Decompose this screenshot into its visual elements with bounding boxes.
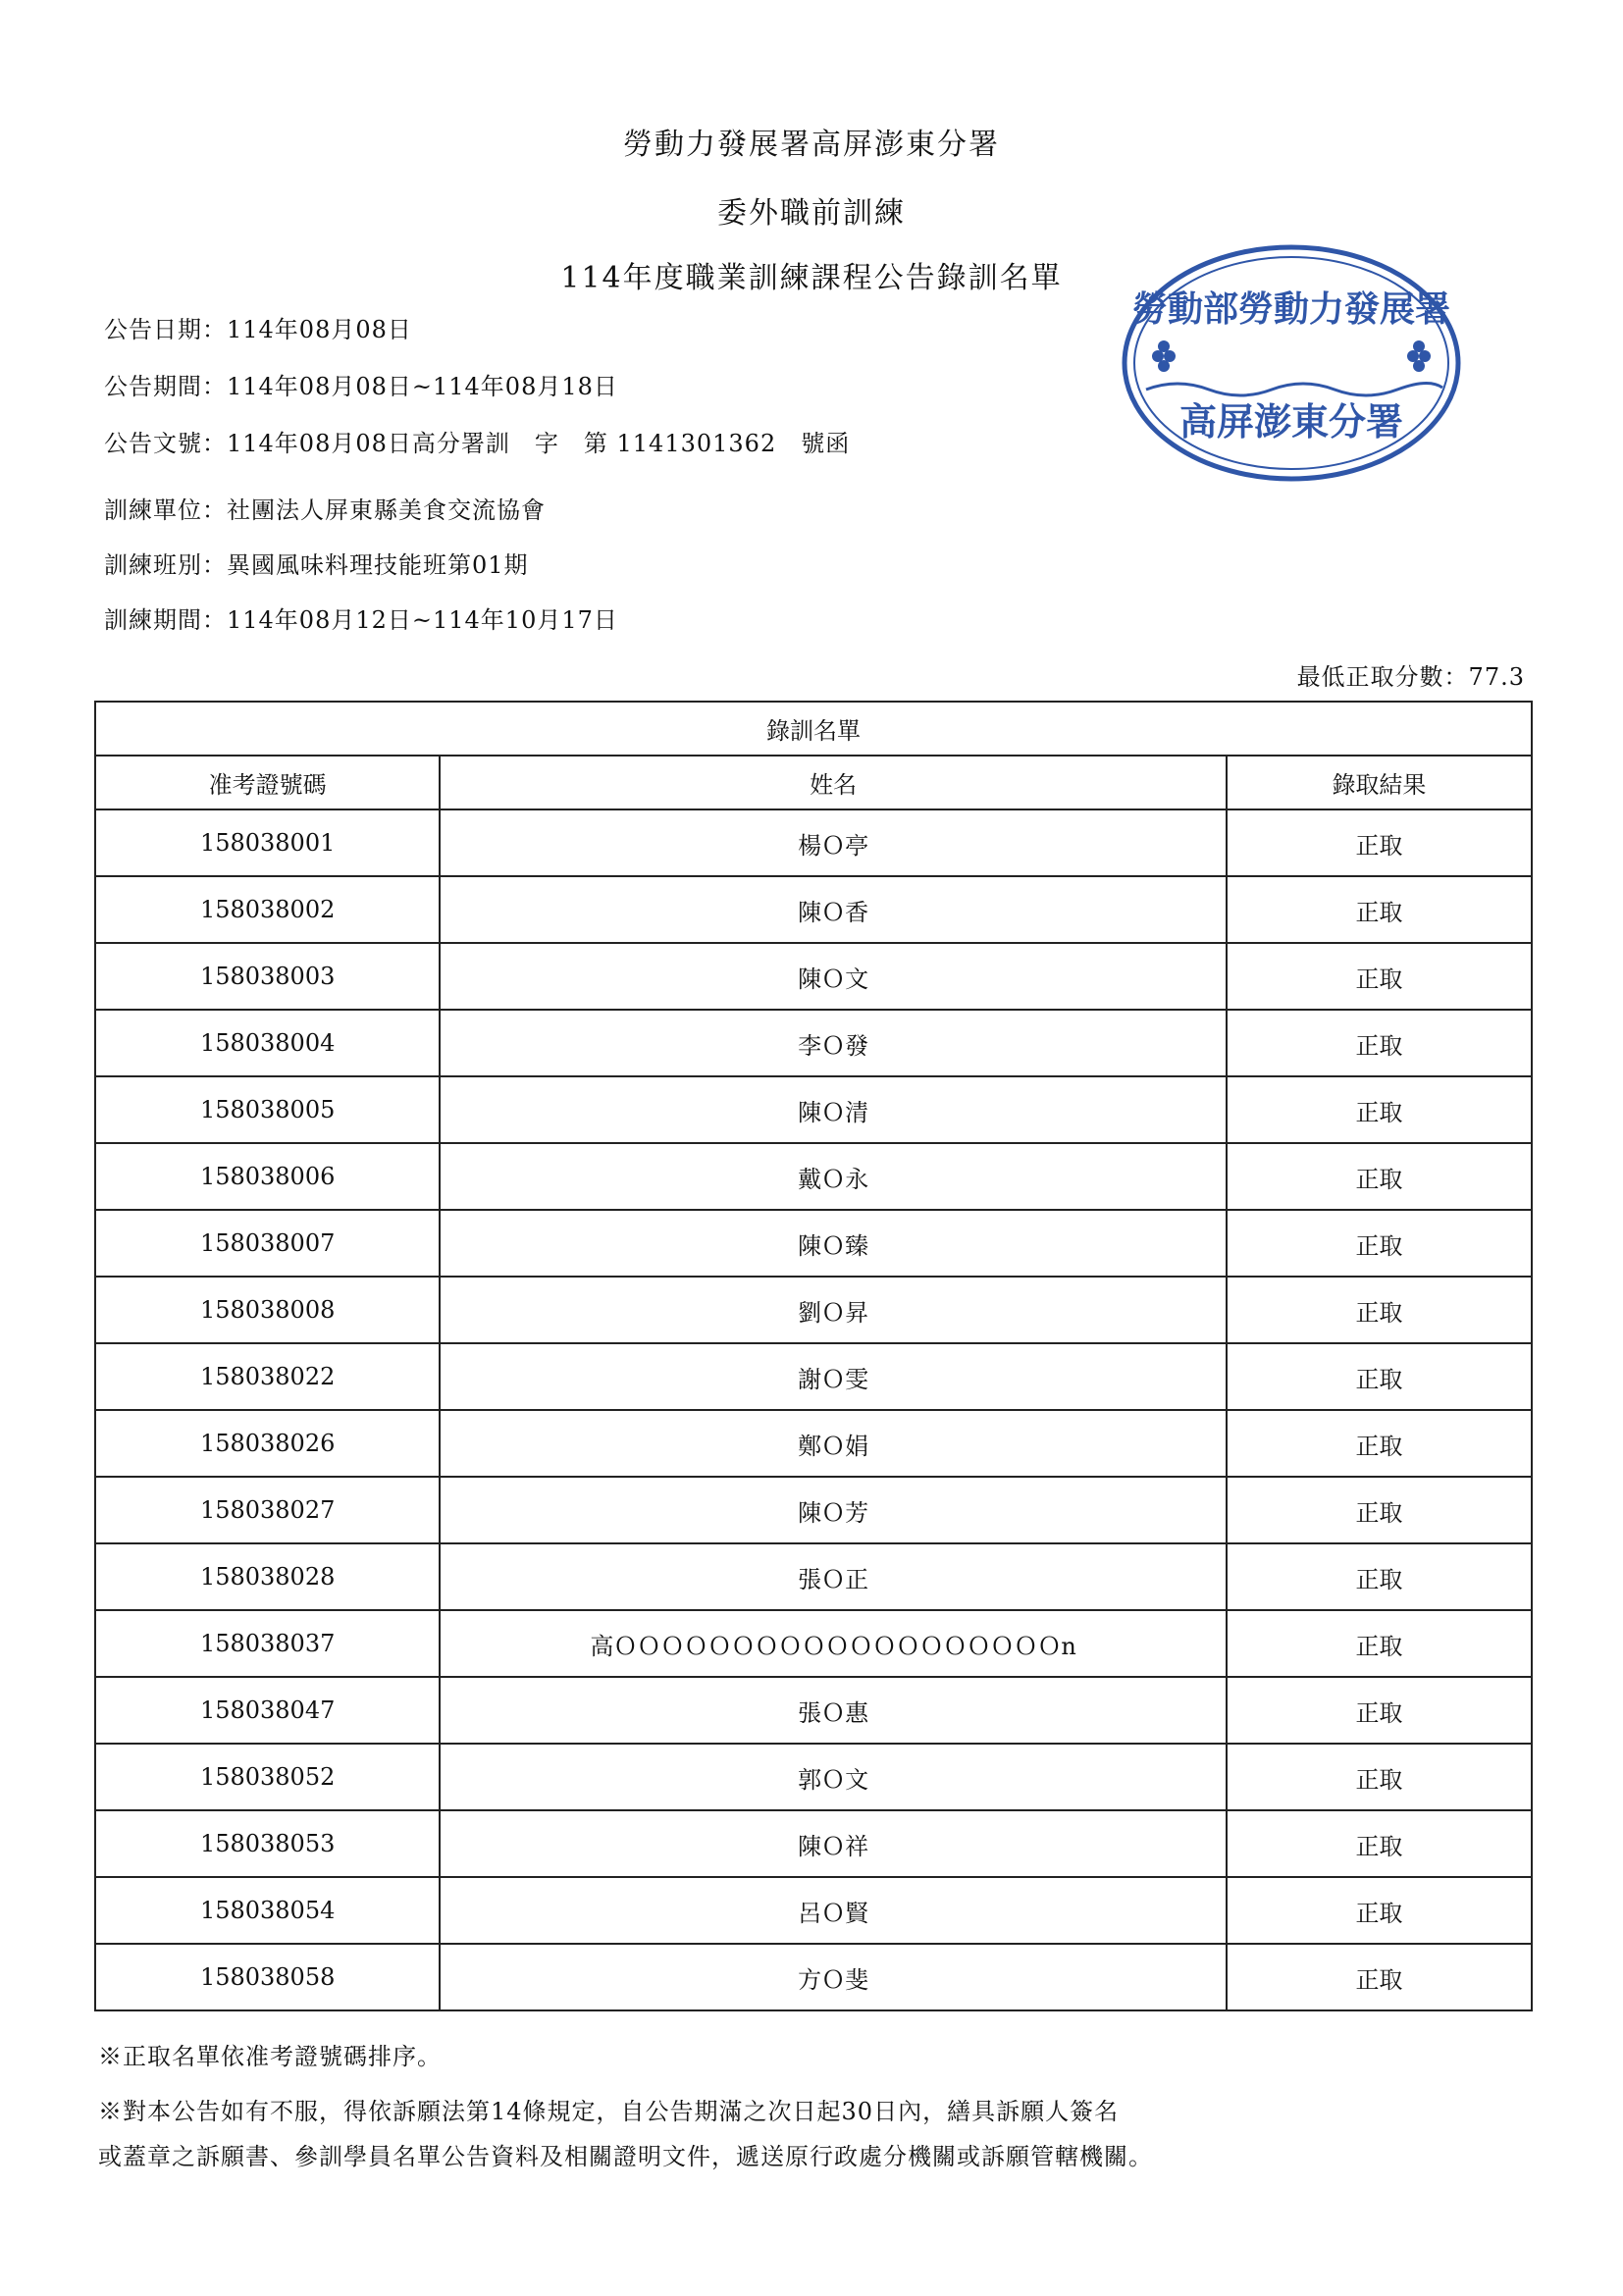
- cell-exam-id: 158038008: [95, 1277, 440, 1343]
- cell-name: 陳Ｏ芳: [440, 1477, 1227, 1543]
- seal-plum-flower-icon-right: [1407, 340, 1431, 372]
- column-header-exam-id: 准考證號碼: [95, 756, 440, 809]
- table-row: [95, 1944, 1532, 2010]
- cell-exam-id: 158038058: [95, 1944, 440, 2010]
- cell-name: 謝Ｏ雯: [440, 1343, 1227, 1410]
- cell-exam-id: 158038007: [95, 1210, 440, 1277]
- table-row: [95, 1477, 1532, 1543]
- cell-exam-id: 158038004: [95, 1010, 440, 1076]
- appeal-note-line-1: ※對本公告如有不服，得依訴願法第14條規定，自公告期滿之次日起30日內，繕具訴願人簽名: [98, 2098, 1120, 2125]
- cell-exam-id: 158038003: [95, 943, 440, 1010]
- cell-result: 正取: [1227, 1543, 1532, 1610]
- cell-exam-id: 158038053: [95, 1810, 440, 1877]
- cell-result: 正取: [1227, 876, 1532, 943]
- table-row: [95, 1543, 1532, 1610]
- cell-exam-id: 158038002: [95, 876, 440, 943]
- table-row: [95, 1210, 1532, 1277]
- cell-exam-id: 158038022: [95, 1343, 440, 1410]
- table-row: [95, 1744, 1532, 1810]
- official-seal: [1119, 240, 1464, 486]
- cell-result: 正取: [1227, 1210, 1532, 1277]
- cell-result: 正取: [1227, 809, 1532, 876]
- cell-exam-id: 158038027: [95, 1477, 440, 1543]
- cell-name: 陳Ｏ臻: [440, 1210, 1227, 1277]
- cell-result: 正取: [1227, 1277, 1532, 1343]
- cell-name: 李Ｏ發: [440, 1010, 1227, 1076]
- column-header-result: 錄取結果: [1227, 756, 1532, 809]
- cell-name: 陳Ｏ文: [440, 943, 1227, 1010]
- program-title: 委外職前訓練: [717, 196, 906, 231]
- table-row: [95, 876, 1532, 943]
- table-body: [95, 809, 1532, 2010]
- cell-result: 正取: [1227, 1744, 1532, 1810]
- cell-result: 正取: [1227, 1810, 1532, 1877]
- cell-result: 正取: [1227, 1076, 1532, 1143]
- cell-name: 鄭Ｏ娟: [440, 1410, 1227, 1477]
- cell-name: 戴Ｏ永: [440, 1143, 1227, 1210]
- table-row: [95, 1810, 1532, 1877]
- table-row: [95, 1277, 1532, 1343]
- table-row: [95, 1343, 1532, 1410]
- column-header-name: 姓名: [440, 756, 1227, 809]
- cell-exam-id: 158038054: [95, 1877, 440, 1944]
- cell-exam-id: 158038052: [95, 1744, 440, 1810]
- seal-plum-flower-icon-left: [1152, 340, 1176, 372]
- table-row: [95, 943, 1532, 1010]
- table-row: [95, 1877, 1532, 1944]
- cell-result: 正取: [1227, 1477, 1532, 1543]
- cell-name: 方Ｏ斐: [440, 1944, 1227, 2010]
- cell-exam-id: 158038047: [95, 1677, 440, 1744]
- seal-upper-text: 勞動部勞動力發展署: [1131, 288, 1451, 330]
- seal-lower-text: 高屏澎東分署: [1178, 399, 1404, 444]
- announce-doc-number: 公告文號：114年08月08日高分署訓 字 第 1141301362 號函: [104, 430, 851, 457]
- cell-name: 張Ｏ惠: [440, 1677, 1227, 1744]
- table-caption: 錄訓名單: [95, 702, 1532, 756]
- cell-name: 陳Ｏ清: [440, 1076, 1227, 1143]
- seal-outer-ring: [1125, 247, 1458, 479]
- table-row: [95, 1143, 1532, 1210]
- cell-result: 正取: [1227, 1677, 1532, 1744]
- training-period: 訓練期間：114年08月12日~114年10月17日: [104, 606, 618, 634]
- cell-exam-id: 158038005: [95, 1076, 440, 1143]
- table-row: [95, 1677, 1532, 1744]
- agency-title: 勞動力發展署高屏澎東分署: [623, 128, 1000, 162]
- cell-exam-id: 158038001: [95, 809, 440, 876]
- cell-name: 高ＯＯＯＯＯＯＯＯＯＯＯＯＯＯＯＯＯＯＯn: [440, 1610, 1227, 1677]
- cell-result: 正取: [1227, 1410, 1532, 1477]
- announce-period: 公告期間：114年08月08日~114年08月18日: [104, 373, 618, 400]
- cell-result: 正取: [1227, 943, 1532, 1010]
- table-row: [95, 809, 1532, 876]
- cell-name: 張Ｏ正: [440, 1543, 1227, 1610]
- cell-name: 陳Ｏ祥: [440, 1810, 1227, 1877]
- seal-wave-line: [1146, 383, 1442, 395]
- sort-note: ※正取名單依准考證號碼排序。: [98, 2043, 442, 2070]
- admission-table: [94, 701, 1533, 2011]
- cell-exam-id: 158038028: [95, 1543, 440, 1610]
- cell-result: 正取: [1227, 1143, 1532, 1210]
- cell-exam-id: 158038026: [95, 1410, 440, 1477]
- cell-result: 正取: [1227, 1877, 1532, 1944]
- cell-name: 郭Ｏ文: [440, 1744, 1227, 1810]
- cell-name: 劉Ｏ昇: [440, 1277, 1227, 1343]
- cell-result: 正取: [1227, 1010, 1532, 1076]
- document-title: 114年度職業訓練課程公告錄訓名單: [560, 261, 1063, 295]
- cell-name: 陳Ｏ香: [440, 876, 1227, 943]
- table-row: [95, 1410, 1532, 1477]
- cell-result: 正取: [1227, 1944, 1532, 2010]
- cell-name: 楊Ｏ亭: [440, 809, 1227, 876]
- training-unit: 訓練單位：社團法人屏東縣美食交流協會: [104, 496, 546, 524]
- training-class: 訓練班別：異國風味料理技能班第01期: [104, 551, 529, 579]
- cell-result: 正取: [1227, 1610, 1532, 1677]
- minimum-score: 最低正取分數：77.3: [1296, 663, 1525, 691]
- table-row: [95, 1610, 1532, 1677]
- announce-date: 公告日期：114年08月08日: [104, 316, 412, 343]
- table-row: [95, 1010, 1532, 1076]
- cell-name: 呂Ｏ賢: [440, 1877, 1227, 1944]
- cell-exam-id: 158038006: [95, 1143, 440, 1210]
- appeal-note-line-2: 或蓋章之訴願書、參訓學員名單公告資料及相關證明文件，遞送原行政處分機關或訴願管轄機關。: [98, 2143, 1153, 2170]
- cell-exam-id: 158038037: [95, 1610, 440, 1677]
- cell-result: 正取: [1227, 1343, 1532, 1410]
- table-row: [95, 1076, 1532, 1143]
